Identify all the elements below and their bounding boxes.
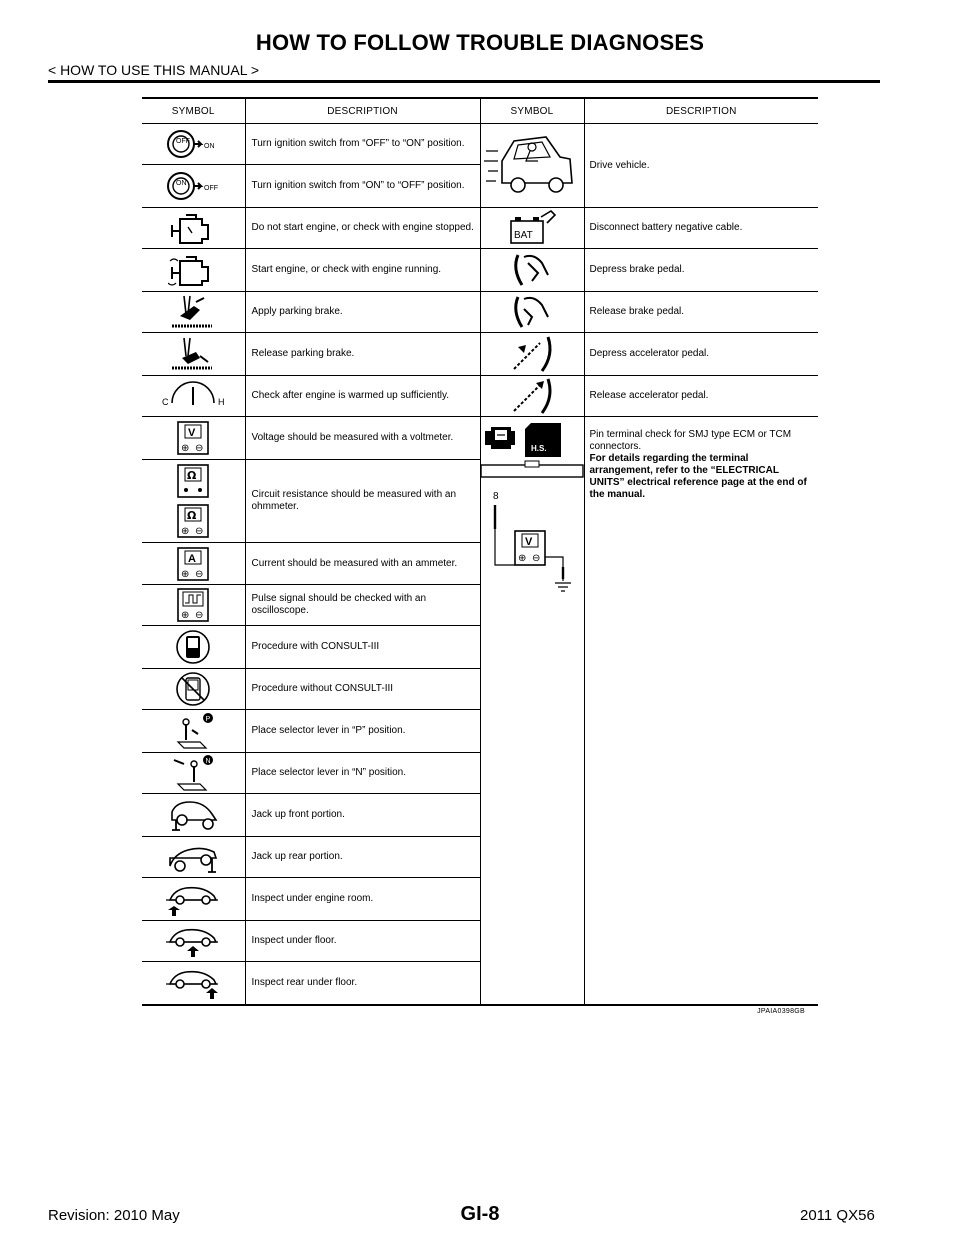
- release-brake-pedal-icon: [510, 293, 554, 331]
- footer-model: 2011 QX56: [800, 1207, 875, 1224]
- off-glyph: OFF: [176, 138, 191, 145]
- no-consult-icon: [175, 671, 211, 707]
- description-cell: Place selector lever in “P” position.: [245, 710, 480, 753]
- ignition-on-to-off-icon: [163, 169, 223, 203]
- breadcrumb: < HOW TO USE THIS MANUAL >: [48, 62, 260, 78]
- description-cell: Do not start engine, or check with engine stopped.: [245, 208, 480, 249]
- plus-glyph: ⊕: [181, 526, 190, 537]
- apply-parking-brake-icon: [170, 294, 216, 330]
- jack-rear-icon: [166, 840, 220, 874]
- engine-running-icon: [168, 253, 218, 287]
- footer-revision: Revision: 2010 May: [48, 1207, 180, 1224]
- description-cell: Jack up rear portion.: [245, 837, 480, 878]
- release-accelerator-icon: [508, 377, 556, 415]
- minus-glyph: ⊖: [531, 553, 540, 564]
- amp-glyph: A: [188, 552, 197, 565]
- description-cell: Check after engine is warmed up sufficiently.: [245, 376, 480, 417]
- description-cell: Procedure without CONSULT-III: [245, 669, 480, 710]
- table-row: [142, 417, 818, 460]
- table-row: [142, 333, 818, 376]
- volt-glyph: V: [188, 427, 196, 439]
- selector-n-icon: [170, 754, 216, 792]
- table-header-row: [142, 98, 818, 124]
- description-text: Pin terminal check for SMJ type ECM or TCM connectors.: [589, 429, 792, 452]
- minus-glyph: ⊖: [195, 610, 204, 621]
- description-cell: Procedure with CONSULT-III: [245, 626, 480, 669]
- plus-glyph: ⊕: [517, 553, 526, 564]
- drive-vehicle-icon: [484, 131, 580, 201]
- release-parking-brake-icon: [170, 336, 216, 372]
- description-cell: Release brake pedal.: [584, 292, 818, 333]
- description-cell: Pulse signal should be checked with an oscilloscope.: [245, 585, 480, 626]
- description-cell: Place selector lever in “N” position.: [245, 753, 480, 794]
- description-cell: Release accelerator pedal.: [584, 376, 818, 417]
- table-row: [142, 249, 818, 292]
- header-symbol-left: SYMBOL: [142, 98, 245, 124]
- selector-p-icon: [170, 712, 216, 750]
- ohm-glyph: Ω: [187, 469, 197, 482]
- description-cell: Inspect under floor.: [245, 921, 480, 962]
- header-rule: [48, 80, 880, 83]
- table-row: [142, 292, 818, 333]
- minus-glyph: ⊖: [195, 526, 204, 537]
- jack-front-icon: [166, 798, 220, 832]
- temperature-gauge-icon: [158, 381, 228, 411]
- description-cell: Current should be measured with an ammeter.: [245, 543, 480, 585]
- minus-glyph: ⊖: [195, 568, 204, 580]
- table-row: [142, 376, 818, 417]
- page-title: HOW TO FOLLOW TROUBLE DIAGNOSES: [255, 30, 705, 55]
- depress-accelerator-icon: [508, 335, 556, 373]
- footer-page-number: GI-8: [460, 1203, 500, 1225]
- ohmmeter-icon: [176, 463, 210, 539]
- description-cell: Inspect under engine room.: [245, 878, 480, 921]
- voltmeter-icon: [176, 420, 210, 456]
- plus-glyph: ⊕: [181, 443, 190, 454]
- description-cell: Disconnect battery negative cable.: [584, 208, 818, 249]
- table-row: [142, 208, 818, 249]
- ammeter-icon: [176, 546, 210, 582]
- terminal-number: 8: [492, 491, 499, 502]
- header-symbol-right: SYMBOL: [480, 98, 584, 124]
- description-cell: Depress accelerator pedal.: [584, 333, 818, 376]
- gauge-h-glyph: H: [218, 397, 225, 407]
- gauge-c-glyph: C: [162, 397, 169, 407]
- description-cell: Circuit resistance should be measured with an ohmmeter.: [245, 460, 480, 543]
- p-glyph: P: [205, 716, 211, 723]
- oscilloscope-icon: [176, 587, 210, 623]
- header-description-left: DESCRIPTION: [245, 98, 480, 124]
- on-glyph: ON: [204, 143, 215, 150]
- plus-glyph: ⊕: [181, 610, 190, 621]
- engine-stopped-icon: [168, 211, 218, 245]
- under-floor-icon: [164, 924, 222, 958]
- description-cell: Turn ignition switch from “OFF” to “ON” position.: [245, 124, 480, 165]
- symbol-table: [142, 97, 818, 1006]
- depress-brake-pedal-icon: [510, 251, 554, 289]
- description-bold-text: For details regarding the terminal arrangement, refer to the “ELECTRICAL UNITS” electrical reference page at the end of the manual.: [589, 453, 807, 500]
- pin-terminal-check-icon: [481, 417, 584, 597]
- minus-glyph: ⊖: [195, 443, 204, 454]
- description-cell: Start engine, or check with engine running.: [245, 249, 480, 292]
- volt-glyph: V: [524, 536, 532, 548]
- description-cell: Inspect rear under floor.: [245, 962, 480, 1005]
- ohm-glyph: Ω: [187, 509, 197, 522]
- description-cell: Jack up front portion.: [245, 794, 480, 837]
- description-cell: Release parking brake.: [245, 333, 480, 376]
- on-glyph: ON: [176, 180, 187, 187]
- under-engine-icon: [164, 882, 222, 916]
- figure-id: JPAIA0398GB: [757, 1008, 805, 1015]
- connector-label: H.S.: [530, 444, 547, 453]
- n-glyph: N: [205, 758, 211, 765]
- ignition-off-to-on-icon: [163, 127, 223, 161]
- battery-icon: [505, 209, 559, 247]
- plus-glyph: ⊕: [181, 568, 190, 580]
- description-cell: Drive vehicle.: [584, 124, 818, 208]
- bat-glyph: BAT: [514, 230, 533, 241]
- table-row: [142, 124, 818, 165]
- pin-terminal-description: [584, 417, 818, 1005]
- description-cell: Apply parking brake.: [245, 292, 480, 333]
- off-glyph: OFF: [204, 185, 219, 192]
- rear-under-floor-icon: [164, 966, 222, 1000]
- description-cell: Depress brake pedal.: [584, 249, 818, 292]
- description-cell: Voltage should be measured with a voltmeter.: [245, 417, 480, 460]
- description-cell: Turn ignition switch from “ON” to “OFF” position.: [245, 165, 480, 208]
- consult-icon: [175, 629, 211, 665]
- header-description-right: DESCRIPTION: [584, 98, 818, 124]
